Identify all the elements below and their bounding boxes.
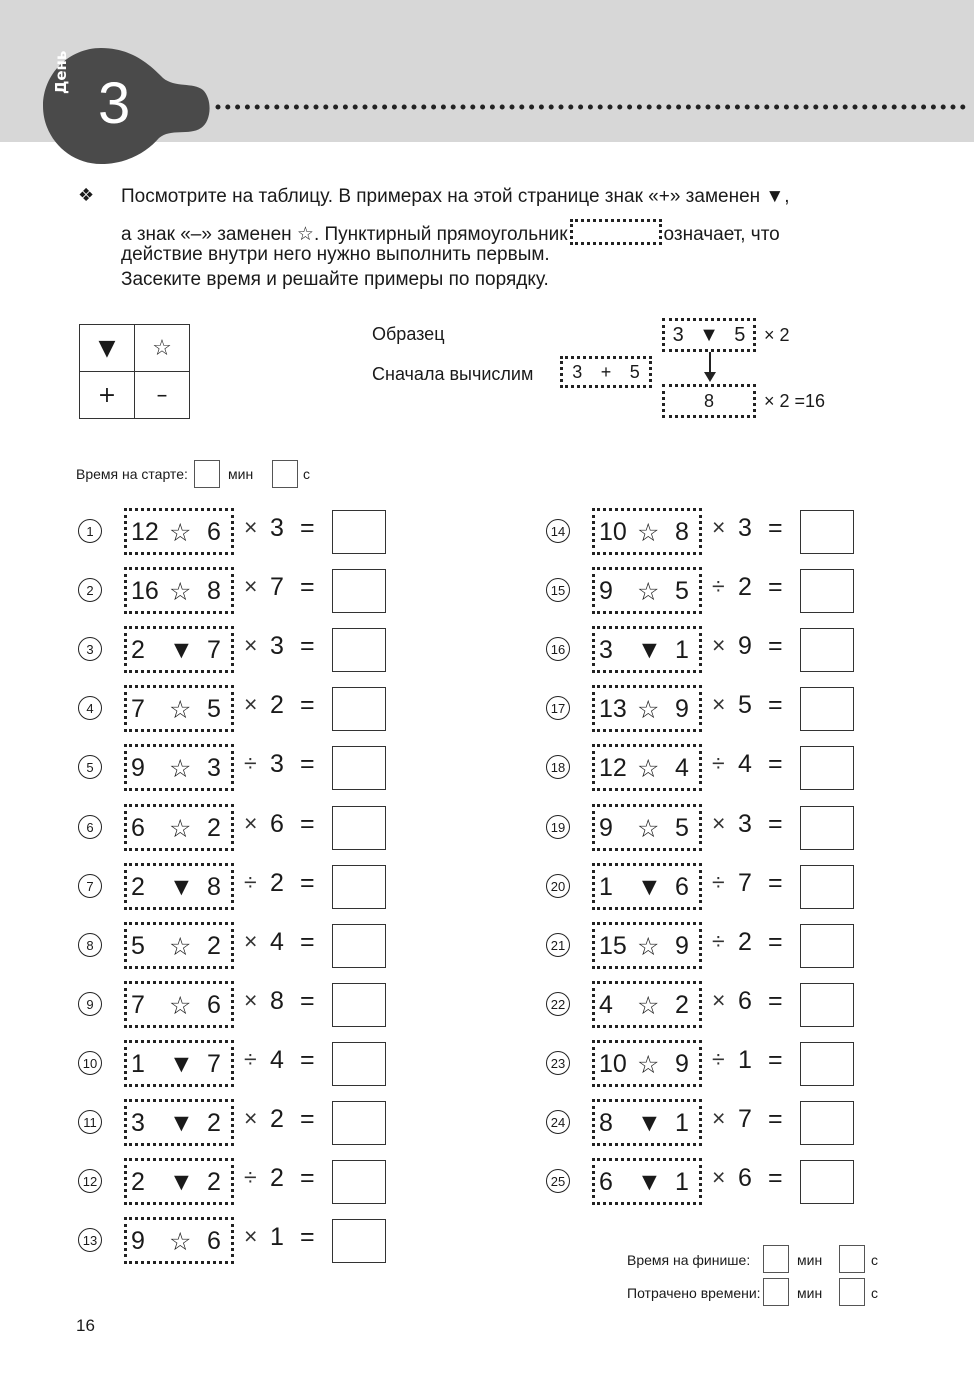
problem-equals: = [300,691,315,719]
problem-multiplier: 3 [738,514,752,542]
dotted-rectangle-icon [570,219,662,245]
problem-symbol: ☆ [169,755,192,783]
answer-box[interactable] [800,569,854,613]
problem-equals: = [300,1223,315,1251]
answer-box[interactable] [332,1160,386,1204]
problem-number: 3 [78,637,102,661]
problem-operand-b: 8 [207,577,221,605]
problem-dotted-box [124,804,234,851]
problem-symbol: ☆ [637,1051,660,1079]
problem-operand-a: 15 [599,932,627,960]
problem-row [546,863,866,911]
problem-outer-operator: × [712,810,726,836]
problem-operand-b: 5 [207,695,221,723]
problem-symbol: ▼ [169,1109,194,1137]
instruction-line-2b: означает, что [663,224,780,245]
problem-equals: = [768,691,783,719]
problem-dotted-box [124,744,234,791]
problem-dotted-box [592,626,702,673]
problem-equals: = [768,810,783,838]
problem-equals: = [300,573,315,601]
header-dotted-line [214,103,974,111]
problem-row [78,863,398,911]
answer-box[interactable] [800,510,854,554]
problem-row [78,804,398,852]
problem-number: 14 [546,519,570,543]
sample-mid-box [560,356,652,388]
answer-box[interactable] [332,1101,386,1145]
problem-outer-operator: ÷ [712,1046,725,1072]
problem-operand-b: 4 [675,754,689,782]
answer-box[interactable] [332,510,386,554]
sample-first-label: Сначала вычислим [372,364,534,384]
sample-top-b: 5 [734,323,746,346]
problem-multiplier: 7 [738,869,752,897]
problem-number: 4 [78,696,102,720]
problem-row [546,1158,866,1206]
problem-equals: = [768,1105,783,1133]
answer-box[interactable] [800,687,854,731]
problem-outer-operator: ÷ [244,1046,257,1072]
problem-operand-b: 9 [675,1050,689,1078]
problem-multiplier: 4 [270,1046,284,1074]
problem-operand-b: 6 [207,991,221,1019]
problem-operand-b: 1 [675,636,689,664]
start-time-label: Время на старте: [76,466,188,482]
problem-symbol: ▼ [637,1168,662,1196]
answer-box[interactable] [800,1160,854,1204]
spent-time-label: Потрачено времени: [627,1285,761,1301]
problem-outer-operator: ÷ [712,869,725,895]
problem-operand-b: 2 [207,932,221,960]
problem-equals: = [768,1046,783,1074]
problem-operand-a: 9 [599,577,613,605]
problem-operand-b: 8 [207,873,221,901]
problem-operand-b: 9 [675,695,689,723]
problem-row [78,981,398,1029]
answer-box[interactable] [332,924,386,968]
problem-operand-a: 13 [599,695,627,723]
answer-box[interactable] [800,865,854,909]
problem-dotted-box [592,744,702,791]
instruction-line-3: действие внутри него нужно выполнить первым. [121,244,550,265]
symbol-key-table [79,324,190,419]
problem-operand-b: 8 [675,518,689,546]
problem-number: 11 [78,1110,102,1134]
problem-equals: = [300,869,315,897]
problem-multiplier: 5 [738,691,752,719]
problem-symbol: ☆ [637,933,660,961]
problem-operand-a: 16 [131,577,159,605]
problem-operand-b: 1 [675,1109,689,1137]
problem-operand-a: 6 [599,1168,613,1196]
problem-symbol: ▼ [169,636,194,664]
problem-equals: = [768,987,783,1015]
problem-number: 20 [546,874,570,898]
sample-result-box [662,384,756,418]
problem-operand-b: 1 [675,1168,689,1196]
spent-sec-label: с [871,1285,878,1301]
problem-operand-b: 2 [207,1168,221,1196]
problem-number: 8 [78,933,102,957]
answer-box[interactable] [332,1042,386,1086]
problem-row [78,567,398,615]
problem-multiplier: 2 [270,1105,284,1133]
problem-operand-a: 3 [131,1109,145,1137]
finish-sec-box[interactable] [839,1245,865,1273]
problem-outer-operator: × [244,810,258,836]
answer-box[interactable] [800,924,854,968]
problem-multiplier: 6 [738,987,752,1015]
instruction-line-2a: а знак «–» заменен ☆. Пунктирный прямоугольник [121,224,568,245]
sample-mid-op: + [600,361,612,382]
problem-symbol: ☆ [637,815,660,843]
problem-row [546,685,866,733]
problem-multiplier: 2 [270,691,284,719]
problem-outer-operator: ÷ [712,750,725,776]
problem-row [546,1040,866,1088]
problem-symbol: ☆ [637,578,660,606]
problem-operand-a: 10 [599,518,627,546]
problem-outer-operator: × [712,1164,726,1190]
problem-symbol: ▼ [637,636,662,664]
finish-time-label: Время на финише: [627,1252,751,1268]
problem-symbol: ☆ [169,578,192,606]
problem-operand-a: 1 [131,1050,145,1078]
problem-equals: = [768,573,783,601]
problem-operand-b: 5 [675,577,689,605]
problem-dotted-box [124,922,234,969]
key-triangle-icon: ▼ [80,325,135,372]
problem-operand-b: 6 [207,518,221,546]
problem-operand-a: 5 [131,932,145,960]
problem-outer-operator: × [244,573,258,599]
problem-row [546,981,866,1029]
problem-equals: = [300,514,315,542]
problem-outer-operator: × [712,987,726,1013]
answer-box[interactable] [800,806,854,850]
problem-multiplier: 4 [738,750,752,778]
problem-multiplier: 1 [270,1223,284,1251]
problem-outer-operator: ÷ [244,1164,257,1190]
problem-row [78,685,398,733]
problem-multiplier: 3 [270,750,284,778]
problem-number: 2 [78,578,102,602]
key-minus: – [135,372,190,419]
problem-operand-a: 7 [131,695,145,723]
problem-dotted-box [124,567,234,614]
problem-equals: = [768,928,783,956]
problem-row [78,744,398,792]
problem-equals: = [300,987,315,1015]
answer-box[interactable] [800,1101,854,1145]
problem-equals: = [300,810,315,838]
spent-sec-box[interactable] [839,1278,865,1306]
problem-row [546,626,866,674]
answer-box[interactable] [800,1042,854,1086]
sample-top-op: ▼ [699,323,719,346]
start-min-label: мин [228,466,254,482]
problem-symbol: ☆ [169,992,192,1020]
problem-operand-a: 2 [131,873,145,901]
problem-dotted-box [124,1217,234,1264]
problem-symbol: ☆ [169,933,192,961]
problem-dotted-box [592,922,702,969]
problem-outer-operator: ÷ [244,869,257,895]
problem-operand-b: 3 [207,754,221,782]
problem-dotted-box [592,508,702,555]
problem-multiplier: 6 [738,1164,752,1192]
problem-row [78,1040,398,1088]
problem-row [546,508,866,556]
sample-result: 8 [703,390,714,411]
problem-multiplier: 9 [738,632,752,660]
sample-top-mult: × 2 [764,325,790,345]
problem-operand-b: 2 [207,814,221,842]
problem-number: 22 [546,992,570,1016]
finish-min-label: мин [797,1252,823,1268]
answer-box[interactable] [800,746,854,790]
problem-symbol: ☆ [169,1228,192,1256]
key-plus: + [80,372,135,419]
problem-outer-operator: ÷ [244,750,257,776]
problem-operand-b: 7 [207,1050,221,1078]
problem-number: 7 [78,874,102,898]
problem-dotted-box [124,626,234,673]
problem-equals: = [768,750,783,778]
answer-box[interactable] [332,983,386,1027]
problem-symbol: ▼ [169,1050,194,1078]
problem-row [78,1158,398,1206]
answer-box[interactable] [332,746,386,790]
problem-outer-operator: ÷ [712,573,725,599]
problem-symbol: ☆ [169,519,192,547]
problem-row [78,1099,398,1147]
problem-multiplier: 6 [270,810,284,838]
problem-outer-operator: × [712,514,726,540]
problem-multiplier: 2 [738,928,752,956]
problem-operand-b: 6 [207,1227,221,1255]
problem-multiplier: 2 [270,1164,284,1192]
problem-multiplier: 7 [738,1105,752,1133]
problem-dotted-box [592,1040,702,1087]
problem-equals: = [768,514,783,542]
problem-operand-a: 9 [131,1227,145,1255]
problem-operand-a: 4 [599,991,613,1019]
problem-number: 9 [78,992,102,1016]
problem-number: 13 [78,1228,102,1252]
problem-multiplier: 3 [270,514,284,542]
problem-equals: = [768,869,783,897]
sample-arrow-icon [702,352,718,384]
problem-multiplier: 2 [738,573,752,601]
problem-outer-operator: × [712,632,726,658]
problem-number: 24 [546,1110,570,1134]
problem-row [78,508,398,556]
problem-number: 19 [546,815,570,839]
problem-symbol: ☆ [169,815,192,843]
problem-symbol: ▼ [169,873,194,901]
problem-outer-operator: × [244,632,258,658]
instruction-line-1: Посмотрите на таблицу. В примерах на этой странице знак «+» заменен ▼, [121,186,790,207]
problem-multiplier: 1 [738,1046,752,1074]
problem-number: 25 [546,1169,570,1193]
problem-number: 10 [78,1051,102,1075]
problem-row [78,626,398,674]
problem-number: 18 [546,755,570,779]
page-number: 16 [76,1316,95,1335]
problem-operand-b: 2 [675,991,689,1019]
problem-operand-a: 3 [599,636,613,664]
sample-mid-b: 5 [629,361,640,382]
problem-symbol: ☆ [169,696,192,724]
bullet-icon: ❖ [78,185,95,206]
problem-multiplier: 7 [270,573,284,601]
problem-number: 1 [78,519,102,543]
spent-min-label: мин [797,1285,823,1301]
problem-dotted-box [592,1099,702,1146]
problem-equals: = [768,632,783,660]
problem-multiplier: 2 [270,869,284,897]
problem-equals: = [300,1046,315,1074]
problem-outer-operator: × [244,928,258,954]
problem-equals: = [300,928,315,956]
problem-row [78,922,398,970]
problem-row [546,567,866,615]
answer-box[interactable] [332,865,386,909]
problem-dotted-box [124,1158,234,1205]
instruction-line-4: Засеките время и решайте примеры по порядку. [121,269,549,290]
problem-operand-b: 6 [675,873,689,901]
problem-dotted-box [124,863,234,910]
problem-operand-b: 9 [675,932,689,960]
problem-symbol: ☆ [637,755,660,783]
answer-box[interactable] [332,1219,386,1263]
problem-number: 23 [546,1051,570,1075]
sample-mid-a: 3 [572,361,583,382]
spent-min-box[interactable] [763,1278,789,1306]
day-label: День [52,50,70,94]
problem-outer-operator: ÷ [712,928,725,954]
instruction-line-2 [121,219,780,246]
problem-dotted-box [124,685,234,732]
day-number: 3 [98,71,131,136]
problem-operand-a: 9 [131,754,145,782]
problem-dotted-box [124,981,234,1028]
problem-row [546,922,866,970]
answer-box[interactable] [332,628,386,672]
sample-title: Образец [372,324,445,344]
problem-dotted-box [592,863,702,910]
problem-row [546,804,866,852]
problem-operand-a: 12 [599,754,627,782]
problem-outer-operator: × [244,1223,258,1249]
problem-operand-a: 12 [131,518,159,546]
problem-operand-a: 10 [599,1050,627,1078]
sample-result-tail: × 2 =16 [764,391,826,411]
problem-symbol: ▼ [169,1168,194,1196]
problem-operand-b: 5 [675,814,689,842]
problem-symbol: ▼ [637,873,662,901]
problem-equals: = [300,1105,315,1133]
problem-outer-operator: × [244,987,258,1013]
problem-number: 21 [546,933,570,957]
problem-number: 15 [546,578,570,602]
problem-operand-a: 9 [599,814,613,842]
problem-row [546,1099,866,1147]
problem-multiplier: 3 [738,810,752,838]
problem-multiplier: 4 [270,928,284,956]
sample-top-a: 3 [672,323,684,346]
problem-outer-operator: × [244,1105,258,1131]
key-star-icon: ☆ [135,325,190,372]
problem-dotted-box [592,567,702,614]
answer-box[interactable] [800,628,854,672]
problem-number: 12 [78,1169,102,1193]
problem-equals: = [300,1164,315,1192]
problem-outer-operator: × [712,1105,726,1131]
problem-number: 6 [78,815,102,839]
problem-symbol: ☆ [637,519,660,547]
problem-multiplier: 8 [270,987,284,1015]
problem-operand-a: 8 [599,1109,613,1137]
problem-multiplier: 3 [270,632,284,660]
start-min-box[interactable] [194,460,220,488]
problem-symbol: ☆ [637,992,660,1020]
problem-operand-a: 2 [131,1168,145,1196]
problem-number: 17 [546,696,570,720]
problem-outer-operator: × [712,691,726,717]
problem-dotted-box [592,685,702,732]
problem-outer-operator: × [244,691,258,717]
problem-symbol: ☆ [637,696,660,724]
start-sec-box[interactable] [272,460,298,488]
problem-operand-b: 2 [207,1109,221,1137]
problem-row [78,1217,398,1265]
problem-row [546,744,866,792]
finish-sec-label: с [871,1252,878,1268]
problem-dotted-box [124,1099,234,1146]
answer-box[interactable] [332,806,386,850]
problem-equals: = [300,632,315,660]
problem-operand-b: 7 [207,636,221,664]
problem-number: 5 [78,755,102,779]
problem-dotted-box [592,981,702,1028]
problem-dotted-box [124,508,234,555]
problem-number: 16 [546,637,570,661]
problem-dotted-box [592,804,702,851]
problem-equals: = [300,750,315,778]
problem-operand-a: 6 [131,814,145,842]
problem-outer-operator: × [244,514,258,540]
problem-dotted-box [124,1040,234,1087]
answer-box[interactable] [332,687,386,731]
answer-box[interactable] [800,983,854,1027]
sample-top-box [662,318,756,352]
start-sec-label: с [303,466,310,482]
problem-operand-a: 1 [599,873,613,901]
problem-equals: = [768,1164,783,1192]
answer-box[interactable] [332,569,386,613]
finish-min-box[interactable] [763,1245,789,1273]
problem-symbol: ▼ [637,1109,662,1137]
problem-dotted-box [592,1158,702,1205]
problem-operand-a: 7 [131,991,145,1019]
problem-operand-a: 2 [131,636,145,664]
